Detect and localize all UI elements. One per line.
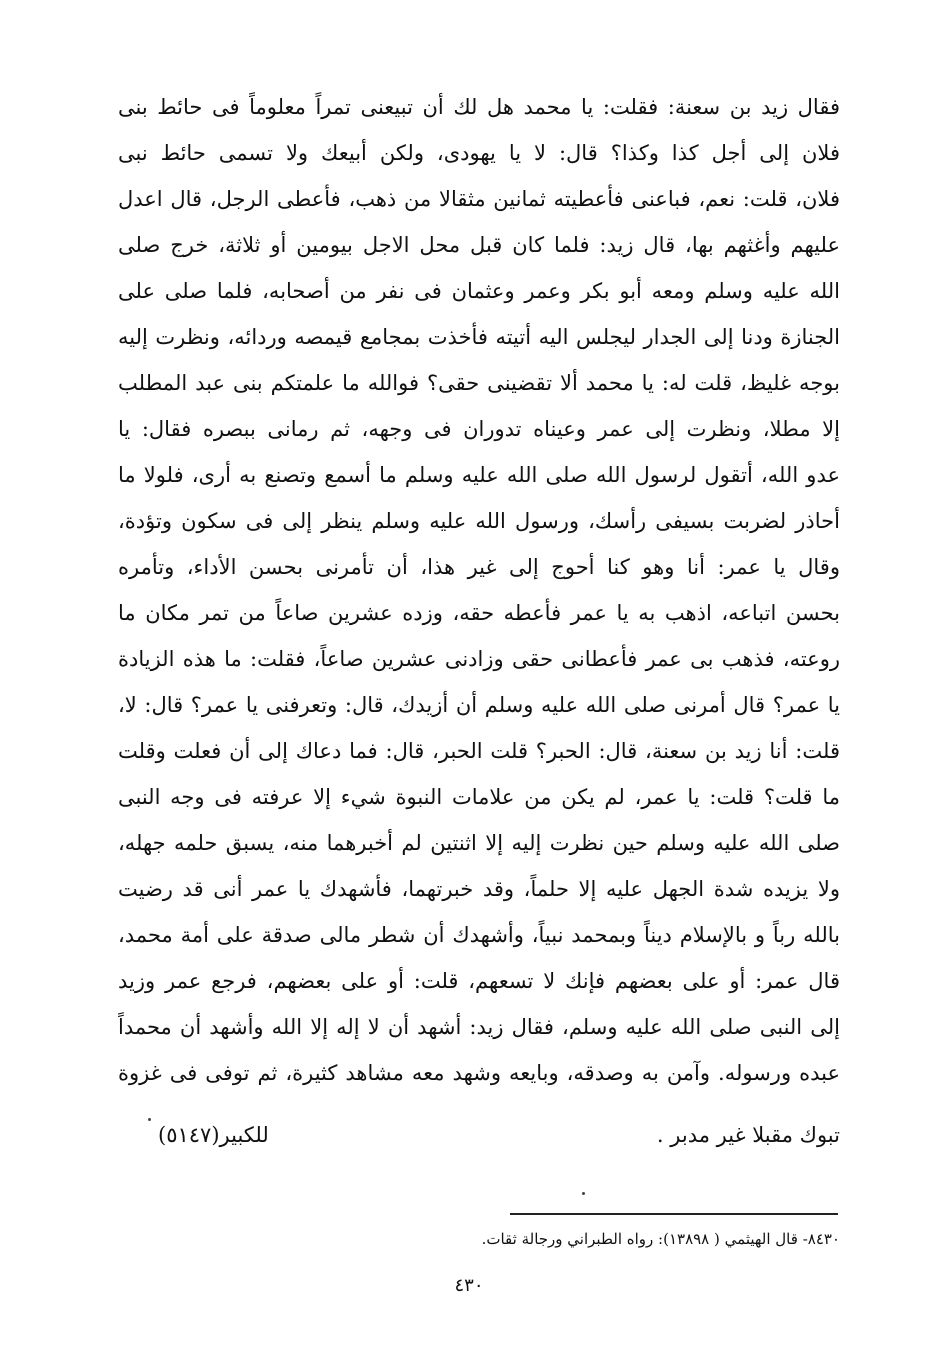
text-line: ولا يزيده شدة الجهل عليه إلا حلماً، وقد خبرتهما، فأشهدك يا عمر أنى قد رضيت [118, 877, 840, 901]
text-line: أحاذر لضربت بسيفى رأسك، ورسول الله عليه وسلم ينظر إلى فى سكون وتؤدة، [118, 509, 840, 533]
text-line: وقال يا عمر: أنا وهو كنا أحوج إلى غير هذا، أن تأمرنى بحسن الأداء، وتأمره [118, 555, 840, 579]
text-line: صلى الله عليه وسلم حين نظرت إليه إلا اثنتين لم أخبرهما منه، يسبق حلمه جهله، [118, 831, 840, 855]
text-line: بحسن اتباعه، اذهب به يا عمر فأعطه حقه، وزده عشرين صاعاً من تمر مكان ما [118, 601, 840, 625]
text-line: الجنازة ودنا إلى الجدار ليجلس اليه أتيته فأخذت بمجامع قيمصه وردائه، ونظرت إليه [118, 325, 840, 349]
ink-speck [582, 1192, 585, 1195]
text-line: يا عمر؟ قال أمرنى صلى الله عليه وسلم أن أزيدك، قال: وتعرفنى يا عمر؟ قال: لا، [118, 693, 840, 717]
text-line: عليهم وأغثهم بها، قال زيد: فلما كان قبل محل الاجل بيومين أو ثلاثة، خرج صلى [118, 233, 840, 257]
text-line: بوجه غليظ، قلت له: يا محمد ألا تقضينى حقى؟ فوالله ما علمتكم بنى عبد المطلب [118, 371, 840, 395]
closing-line [118, 1112, 840, 1158]
text-line: عدو الله، أتقول لرسول الله صلى الله عليه وسلم ما أسمع وتصنع به أرى، فلولا ما [118, 463, 840, 487]
text-line: عبده ورسوله. وآمن به وصدقه، وبايعه وشهد معه مشاهد كثيرة، ثم توفى فى غزوة [118, 1061, 840, 1085]
footnote: ٨٤٣٠- قال الهيثمي ( ١٣٨٩٨): رواه الطبراني ورجالة ثقات. [481, 1230, 840, 1248]
text-line: إلى النبى صلى الله عليه وسلم، فقال زيد: أشهد أن لا إله إلا الله وأشهد أن محمداً [118, 1015, 840, 1039]
text-line: إلا مطلا، ونظرت إلى عمر وعيناه تدوران فى وجهه، ثم رمانى ببصره فقال: يا [118, 417, 840, 441]
source-reference: للكبير(٥١٤٧) [158, 1123, 269, 1147]
closing-text: تبوك مقبلا غير مدبر . [656, 1123, 840, 1147]
text-line: فلان إلى أجل كذا وكذا؟ قال: لا يا يهودى، ولكن أبيعك ولا تسمى حائط نبى [118, 141, 840, 165]
text-line: فلان، قلت: نعم، فباعنى فأعطيته ثمانين مثقالا من ذهب، فأعطى الرجل، قال اعدل [118, 187, 840, 211]
text-line: ما قلت؟ قلت: يا عمر، لم يكن من علامات النبوة شيء إلا عرفته فى وجه النبى [118, 785, 840, 809]
text-line: روعته، فذهب بى عمر فأعطانى حقى وزادنى عشرين صاعاً، فقلت: ما هذه الزيادة [118, 647, 840, 671]
text-line: قال عمر: أو على بعضهم فإنك لا تسعهم، قلت: أو على بعضهم، فرجع عمر وزيد [118, 969, 840, 993]
page-number: ٤٣٠ [454, 1275, 484, 1296]
main-text-block [118, 84, 840, 1096]
text-line: فقال زيد بن سعنة: فقلت: يا محمد هل لك أن تبيعنى تمراً معلوماً فى حائط بنى [118, 95, 840, 119]
ink-speck [148, 1118, 151, 1121]
text-line: قلت: أنا زيد بن سعنة، قال: الحبر؟ قلت الحبر، قال: فما دعاك إلى أن فعلت وقلت [118, 739, 840, 763]
text-line: الله عليه وسلم ومعه أبو بكر وعمر وعثمان فى نفر من أصحابه، فلما صلى على [118, 279, 840, 303]
footnote-divider [510, 1213, 838, 1215]
text-line: بالله رباً و بالإسلام ديناً وبمحمد نبياً، وأشهدك أن شطر مالى صدقة على أمة محمد، [118, 923, 840, 947]
